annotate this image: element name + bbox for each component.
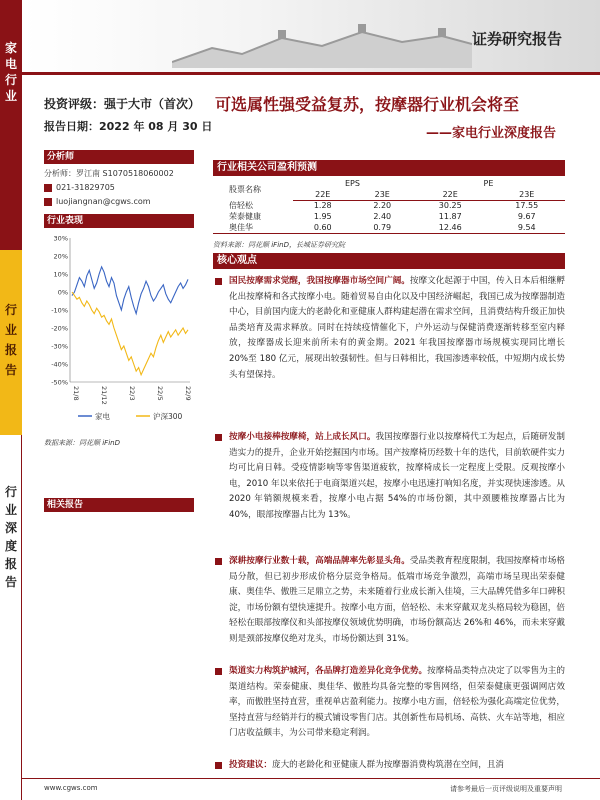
core-paragraph-5 bbox=[213, 758, 565, 774]
x-tick-label: 22/5 bbox=[156, 386, 164, 401]
sidebar-report-tag bbox=[0, 250, 22, 435]
analyst-section-title: 分析师 bbox=[44, 150, 194, 164]
analyst-section bbox=[44, 150, 194, 209]
core-paragraph-3 bbox=[213, 554, 565, 648]
sidebar-bot-label: 行业深度报告 bbox=[4, 485, 17, 589]
year-cell: 22E bbox=[412, 189, 489, 200]
forecast-table bbox=[213, 178, 565, 234]
table-cell: 0.79 bbox=[352, 222, 411, 234]
year-cell: 22E bbox=[293, 189, 352, 200]
paragraph-body: 我国按摩器行业以按摩椅代工为起点，后随研发制造实力的提升，企业开始挖掘国内市场。国产按摩椅历经数十年的迭代，目前软硬件实力均可比肩日韩。受疫情影响等零售渠道疲软，按摩椅成长一定程度上受限。反观按摩小电，2010 年以来依托于电商渠道兴起，按摩小电迅速打响知名度，并实现快速渗透。从 2020 年销额规模来看，按摩小电占据 54%的市场份额，其中颈腰椎按摩器占比为 40%，眼部按摩器占比为 13%。 bbox=[229, 432, 565, 520]
paragraph-body: 按摩椅品类特点决定了以零售为主的渠道结构。荣泰健康、奥佳华、傲胜均具备完整的零售网络，但荣泰健康更强调网店效率，而傲胜坚持直营，重视单店盈利能力。按摩小电方面，倍轻松为强化高端定位优势，坚持直营与经销并行的模式铺设零售门店。其创新性布局机场、高铁、火车站等地，相应门店收益颇丰，为公司带来稳定利润。 bbox=[229, 666, 565, 739]
table-cell: 2.20 bbox=[373, 201, 392, 211]
industry-trend-chart bbox=[44, 230, 194, 440]
table-cell: 1.28 bbox=[313, 201, 332, 211]
analyst-name-text: 分析师：罗江南 S1070518060002 bbox=[44, 169, 174, 178]
table-row bbox=[213, 211, 565, 222]
x-tick-label: 21/12 bbox=[100, 386, 108, 405]
y-tick-label: 0% bbox=[57, 288, 68, 297]
y-tick-label: 30% bbox=[53, 234, 68, 243]
y-tick-label: -40% bbox=[51, 360, 68, 369]
core-section-title: 核心观点 bbox=[213, 253, 565, 269]
sidebar-report-kind bbox=[0, 435, 22, 800]
paragraph-heading: 按摩小电接棒按摩椅，站上成长风口。 bbox=[229, 432, 376, 442]
sidebar-mid-label: 行业报告 bbox=[4, 303, 17, 377]
table-cell: 30.25 bbox=[438, 201, 462, 211]
paragraph-body: 庞大的老龄化和亚健康人群为按摩器消费构筑潜在空间，且消 bbox=[271, 760, 505, 770]
industry-trend-section bbox=[44, 214, 194, 228]
trend-section-title: 行业表现 bbox=[44, 214, 194, 228]
paragraph-heading: 渠道实力构筑护城河，各品牌打造差异化竞争优势。 bbox=[229, 666, 428, 676]
forecast-section-title: 行业相关公司盈利预测 bbox=[213, 160, 565, 176]
y-tick-label: 20% bbox=[53, 252, 68, 261]
bullet-icon bbox=[215, 558, 222, 565]
stock-name: 奥佳华 bbox=[213, 222, 293, 234]
table-cell: 17.55 bbox=[515, 201, 539, 211]
bullet-icon bbox=[215, 762, 222, 769]
core-paragraph-2 bbox=[213, 430, 565, 524]
analyst-email[interactable] bbox=[44, 195, 194, 209]
analyst-email-text: luojiangnan@cgws.com bbox=[56, 197, 151, 206]
table-cell: 12.46 bbox=[412, 222, 489, 234]
y-tick-label: -30% bbox=[51, 342, 68, 351]
paragraph-body: 按摩文化起源于中国，传入日本后相继孵化出按摩椅和各式按摩小电。随着贸易自由化以及中国经济崛起，我国已成为按摩器制造中心，目前国内庞大的老龄化和亚健康人群构建起潜在需求空间，且消费结构升级正加快品类培育及需求释放。同时在持续疫情催化下，户外运动与保健消费逐渐转移至室内释放，按摩器成长迎来前所未有的黄金期。2021 年我国按摩器市场规模实现同比增长 20%至 180 亿元，展现出较强韧性。但与日韩相比，我国渗透率较低，中短期内成长势头有望保持。 bbox=[229, 276, 565, 380]
forecast-header-row bbox=[213, 178, 565, 189]
core-paragraph-1 bbox=[213, 274, 565, 383]
paragraph-heading: 投资建议： bbox=[229, 760, 272, 770]
table-row bbox=[213, 222, 565, 234]
email-icon bbox=[44, 198, 52, 206]
bullet-icon bbox=[215, 668, 222, 675]
paragraph-heading: 国民按摩需求觉醒，我国按摩器市场空间广阔。 bbox=[229, 276, 410, 286]
stock-name: 倍轻松 bbox=[229, 201, 253, 210]
series-line bbox=[72, 292, 188, 375]
paragraph-heading: 深耕按摩行业数十载，高端品牌率先彰显头角。 bbox=[229, 556, 410, 566]
sidebar-industry-tag bbox=[0, 0, 22, 250]
series-line bbox=[72, 267, 188, 314]
report-header bbox=[22, 0, 600, 72]
footer-disclaimer: 请参考最后一页评级说明及重要声明 bbox=[450, 785, 562, 793]
paragraph-body: 受品类教育程度限制，我国按摩椅市场格局分散，但已初步形成价格分层竞争格局。低端市场竞争激烈，高端市场呈现出荣泰健康、奥佳华、傲胜三足鼎立之势，未来随着行业成长渐入佳境，三大品牌凭借多年口碑积淀，市场份额有望快速提升。按摩小电方面，倍轻松、未来穿戴双龙头格局较为稳固，倍轻松在眼部按摩仪和头部按摩仪领域优势明确，市场份额高达 26%和 46%，而未来穿戴则是颈部按摩仪绝对龙头，市场份额达到 31%。 bbox=[229, 556, 565, 644]
stock-name: 荣泰健康 bbox=[229, 212, 261, 221]
col-stock-name: 股票名称 bbox=[229, 184, 261, 194]
x-tick-label: 22/3 bbox=[128, 386, 136, 401]
table-cell: 9.67 bbox=[517, 212, 536, 221]
bullet-icon bbox=[215, 278, 222, 285]
table-row bbox=[213, 200, 565, 211]
sidebar-top-label: 家电行业 bbox=[4, 41, 17, 103]
document-type: 证券研究报告 bbox=[471, 30, 562, 48]
legend-label: 家电 bbox=[95, 412, 110, 421]
table-cell: 1.95 bbox=[313, 212, 332, 221]
footer-website[interactable]: www.cgws.com bbox=[44, 784, 98, 792]
y-tick-label: -50% bbox=[51, 378, 68, 387]
y-tick-label: -10% bbox=[51, 306, 68, 315]
col-eps: EPS bbox=[345, 179, 360, 188]
table-cell: 2.40 bbox=[373, 212, 392, 221]
investment-rating: 投资评级：强于大市（首次） bbox=[44, 97, 201, 111]
col-pe: PE bbox=[483, 179, 494, 188]
trend-chart-source: 数据来源：同花顺 iFinD bbox=[44, 439, 120, 447]
table-cell: 9.54 bbox=[488, 222, 565, 234]
forecast-source: 资料来源：同花顺 iFinD，长城证券研究院 bbox=[213, 241, 345, 249]
y-tick-label: 10% bbox=[53, 270, 68, 279]
x-tick-label: 22/9 bbox=[184, 386, 192, 401]
phone-icon bbox=[44, 184, 52, 192]
report-date: 报告日期：2022 年 08 月 30 日 bbox=[44, 120, 213, 133]
analyst-name bbox=[44, 167, 194, 181]
year-cell: 23E bbox=[352, 189, 411, 200]
core-paragraph-4 bbox=[213, 664, 565, 742]
report-subtitle: ——家电行业深度报告 bbox=[425, 126, 556, 141]
x-tick-label: 21/8 bbox=[72, 386, 80, 401]
analyst-phone bbox=[44, 181, 194, 195]
y-tick-label: -20% bbox=[51, 324, 68, 333]
table-cell: 0.60 bbox=[293, 222, 352, 234]
analyst-phone-text: 021-31829705 bbox=[56, 183, 115, 192]
related-reports-section bbox=[44, 498, 194, 512]
legend-label: 沪深300 bbox=[153, 412, 183, 421]
header-divider bbox=[22, 72, 600, 75]
related-section-title: 相关报告 bbox=[44, 498, 194, 512]
report-title: 可选属性强受益复苏，按摩器行业机会将至 bbox=[215, 95, 520, 114]
footer-divider bbox=[22, 778, 600, 779]
great-wall-illustration bbox=[172, 18, 472, 68]
table-cell: 11.87 bbox=[438, 212, 462, 221]
bullet-icon bbox=[215, 434, 222, 441]
year-cell: 23E bbox=[488, 189, 565, 200]
